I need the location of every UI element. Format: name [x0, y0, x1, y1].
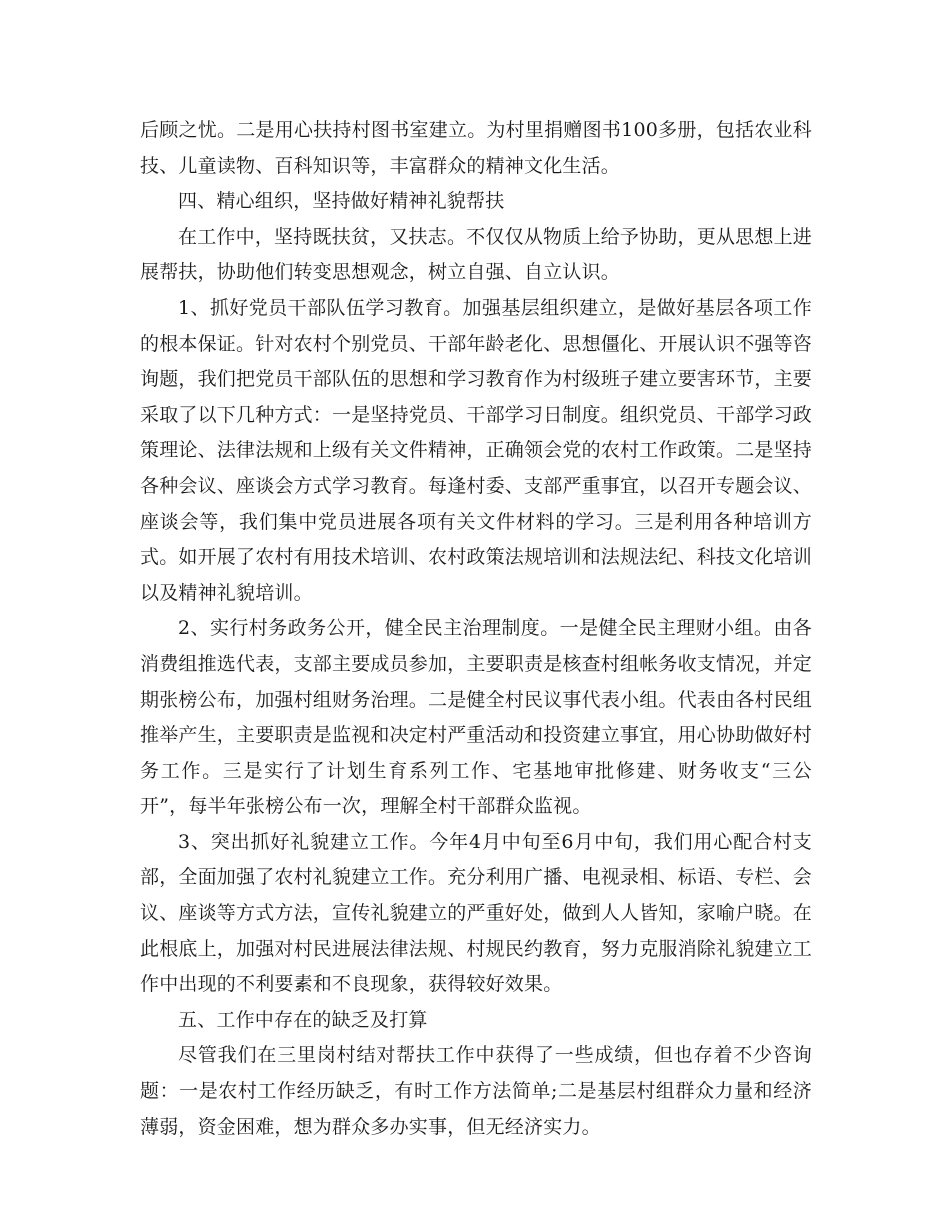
section-heading-five: 五、工作中存在的缺乏及打算	[178, 1008, 428, 1031]
paragraph-conclusion: 尽管我们在三里岗村结对帮扶工作中获得了一些成绩，但也存着不少咨询题：一是农村工作经历缺乏，有时工作方法简单;二是基层村组群众力量和经济薄弱，资金困难，想为群众多办实事，但无经济实力。	[140, 1044, 812, 1138]
paragraph-item-1: 1、抓好党员干部队伍学习教育。加强基层组织建立，是做好基层各项工作的根本保证。针对农村个别党员、干部年龄老化、思想僵化、开展认识不强等咨询题，我们把党员干部队伍的思想和学习教育作为村级班子建立要害环节，主要采取了以下几种方式：一是坚持党员、干部学习日制度。组织党员、干部学习政策理论、法律法规和上级有关文件精神，正确领会党的农村工作政策。二是坚持各种会议、座谈会方式学习教育。每逢村委、支部严重事宜，以召开专题会议、座谈会等，我们集中党员进展各项有关文件材料的学习。三是利用各种培训方式。如开展了农村有用技术培训、农村政策法规培训和法规法纪、科技文化培训以及精神礼貌培训。	[140, 296, 813, 604]
section-heading-four: 四、精心组织，坚持做好精神礼貌帮扶	[178, 190, 505, 213]
paragraph-continuation: 后顾之忧。二是用心扶持村图书室建立。为村里捐赠图书100多册，包括农业科技、儿童读物、百科知识等，丰富群众的精神文化生活。	[140, 119, 812, 177]
paragraph-item-3: 3、突出抓好礼貌建立工作。今年4月中旬至6月中旬，我们用心配合村支部，全面加强了农村礼貌建立工作。充分利用广播、电视录相、标语、专栏、会议、座谈等方式方法，宣传礼貌建立的严重好处，做到人人皆知，家喻户晓。在此根底上，加强对村民进展法律法规、村规民约教育，努力克服消除礼貌建立工作中出现的不利要素和不良现象，获得较好效果。	[140, 830, 813, 996]
paragraph-intro: 在工作中，坚持既扶贫，又扶志。不仅仅从物质上给予协助，更从思想上进展帮扶，协助他们转变思想观念，树立自强、自立认识。	[140, 225, 812, 284]
paragraph-item-2: 2、实行村务政务公开，健全民主治理制度。一是健全民主理财小组。由各消费组推选代表，支部主要成员参加，主要职责是核查村组帐务收支情况，并定期张榜公布，加强村组财务治理。二是健全村民议事代表小组。代表由各村民组推举产生，主要职责是监视和决定村严重活动和投资建立事宜，用心协助做好村务工作。三是实行了计划生育系列工作、宅基地审批修建、财务收支“三公开”，每半年张榜公布一次，理解全村干部群众监视。	[140, 617, 813, 818]
document-body	[140, 113, 812, 1145]
